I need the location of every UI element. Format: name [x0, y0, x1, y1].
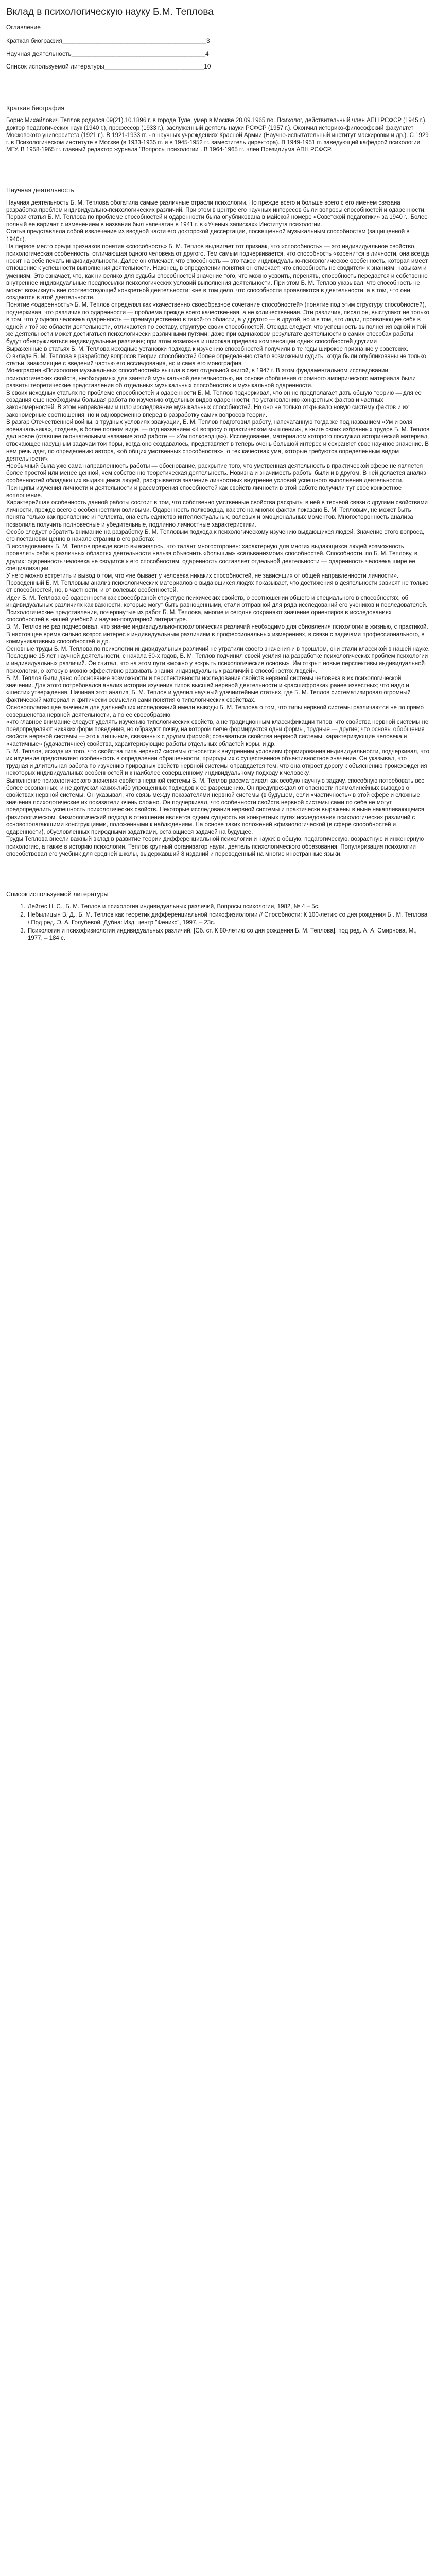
science-heading: Научная деятельность [6, 187, 74, 194]
table-of-contents [6, 37, 430, 70]
science-paragraph: Последние 15 лет научной деятельности, с начала 50-х годов, Б. М. Теплов подчинил своей усилия на разработке психологических проблем психологии и индивидуальных различий. Он считал, что на этом пути «можно у вскрыть психологические основы». Им открыт новые перспективы индивидуальной психологии, о которую можно эффективно развивать знания индивидуальных различий в способностях людей». [6, 653, 428, 674]
science-paragraph: В своих исходных статьях по проблеме способностей и одаренности Б. М. Теплов подчеркивал, что он не предполагает дать общую теорию — для ее создания еще необходимы большая работа по изучению отдельных видов одаренности, по установлению конкретных фактов и частных закономерностей. В этом направлении и шло исследование музыкальных способностей. Но оно не только открывало новую систему фактов и их закономерные соотношения, но и одновременно вперед в разработку самих вопросов теории. [6, 389, 422, 418]
toc-item-leader: _______________________________________ [71, 50, 205, 58]
biography-paragraph: Борис Михайлович Теплов родился 09(21).10.1896 г. в городе Туле, умер в Москве 28.09.1965 гю. Психолог, действительный член АПН РСФСР (1945 г.), доктор педагогических наук (1940 г.), профессор (1933 г.), заслуженный деятель науки РСФСР (1957 г.). Окончил историко-философский факультет Московского университета (1921 г.). В 1921-1933 гг. - в научных учреждениях Красной Армии (Научно-испытательный институт маскировки и др.). С 1929 г. в Психологическом институте в Москве (в 1933-1935 гг. и в 1945-1952 гг. заместитель директора). В 1949-1951 гг. заведующий кафедрой психологии МГУ. В 1958-1965 гг. главный редактор журнала "Вопросы психологии". В 1964-1965 гг. член Президиума АПН РСФСР. [6, 117, 429, 154]
science-paragraph: У него можно встретить и вывод о том, что «не бывает у человека никаких способностей, не зависящих от общей направленности личности». [6, 572, 398, 579]
science-paragraph: Особо следует обратить внимание на разработку Б. М. Тепловым подхода к психологическому изучению выдающихся людей. Значение этого вопроса, его постановки ценно в начале страниц в его работах [6, 529, 425, 543]
toc-item-bibliography[interactable] [6, 63, 430, 70]
science-paragraph: Труды Теплова внесли важный вклад в развитие теории дифференциальной психологии и науки: в общую, педагогическую, возрастную и инженерную психологию, а также в историю психологии. Теплов крупный организатор науки, деятель психологического образования. Популяризация психологии [6, 836, 424, 850]
toc-item-leader: _____________________________ [104, 63, 204, 71]
bibliography-heading: Список используемой литературы [6, 890, 109, 898]
science-paragraph: В разгар Отечественной войны, в трудных условиях эвакуации, Б. М. Теплов подготовил работу, напечатанную тогда же под названием «Ум и воля военачальника», позднее, в более полном виде, — под названием «К вопросу о практическом мышлении», в книге своих избранных трудов Б. М. Теплов дал новое (ставшее окончательным название этой работе — «Ум полководца»). Исследование, материалом которого послужил исторический материал, отвечающее насущным задачам той поры, когда оно создавалось, представляет в теперь очень большой интерес и сохраняет свое научное значение. В нем речь идет, по определению автора, «об общих умственных способностях», о тех качествах ума, которые требуются определенным видом деятельности». [6, 419, 430, 462]
science-section [6, 187, 430, 857]
science-paragraph: Необычный была уже сама направленность работы — обоснование, раскрытие того, что умственная деятельность в практической сфере не является более простой или менее ценной, чем собственно теоретическая деятельность. Новизна и значимость работы были и в другом. В ней делается анализ особенностей обладающих выдающимся людей, раскрывается значение личностных внутренне условий успешного выполнения деятельности. Принципы изучения личности и деятельности и рассмотрения способностей как свойств личности в этой работе получили тут свое конкретное воплощение. [6, 463, 426, 499]
bibliography-list [6, 903, 430, 942]
toc-item-biography[interactable] [6, 37, 430, 44]
science-paragraph: О вкладе Б. М. Теплова в разработку вопросов теории способностей более определенно стало возможным судить, когда были опубликованы не только статьи, знакомящие с введений частью его исследования, но и сама его монография. [6, 353, 426, 367]
bibliography-item: 1. Лейтес Н. С., Б. М. Теплов и психология индивидуальных различий, Вопросы психологии, 1982, № 4 – 5с. [27, 903, 430, 910]
section-spacer [6, 76, 430, 105]
science-paragraph: Основополагающее значение для дальнейших исследований имели выводы Б. М. Теплова о том, что типы нервной системы различаются не по прямо совершенства нервной деятельности, а по ее своеобразию: [6, 704, 424, 718]
science-paragraph: В исследованиях Б. М. Теплов прежде всего выяснялось, что талант многосторонен: характерную для многих выдающихся людей возможность проявлять себя в различных областях деятельности нельзя объяснить «большим» «сальванизмом» способностей. Способности, по Б. М. Теплову, в других: одаренность человека не сводится к его способностям, одаренность составляет отдельной деятельности — одаренность человека шире ее специализации. [6, 544, 417, 572]
toc-item-page: 10 [204, 63, 211, 71]
toc-item-science[interactable] [6, 50, 430, 57]
science-body [6, 199, 430, 858]
science-paragraph: способствовал его учебник для средней школы, выдержавший 8 изданий и переведенный на многие иностранные языки. [6, 851, 342, 857]
biography-section [6, 105, 430, 154]
bibliography-item: 2. Небылицын В. Д., Б. М. Теплов как теоретик дифференциальной психофизиологии // Способности: К 100-летию со дня рождения Б . М. Теплова / Под ред. Э. А. Голубевой. Дубна: Изд. центр "Феникс", 1997. – 23с. [27, 911, 430, 926]
bibliography-section [6, 891, 430, 942]
section-spacer [6, 858, 430, 891]
science-paragraph: Научная деятельность Б. М. Теплова обогатила самые различные отрасли психологии. Но прежде всего и больше всего с его именем связана разработка проблем индивидуально-психологических различий. При этом в центре его научных интересов были вопросы способностей и одаренности. [6, 199, 426, 213]
science-paragraph: Выраженные в статьях Б. М. Теплова исходные установки подхода к изучению способностей получили в те годы широкое признание у советских. [6, 346, 409, 352]
science-paragraph: Монография «Психология музыкальных способностей» вышла в свет отдельной книгой, в 1947 г. В этом фундаментальном исследовании психологических свойств, необходимых для занятий музыкальной деятельностью, на основе обобщения огромного эмпирического материала были развиты теоретические представления об отдельных музыкальных способностях и музыкальной одаренности. [6, 368, 416, 389]
science-paragraph: Основные труды Б. М. Теплова по психологии индивидуальных различий не утратили своего значения и в прошлом, они стали классикой в нашей науке. [6, 646, 430, 653]
science-paragraph: В. М. Теплов не раз подчеркивал, что знание индивидуально-психологических различий необходимо для обновления психологии в жизнью, с практикой. В настоящее время сильно возрос интерес к индивидуальным различиям в профессиональных измерениях, в связи с задачами профессионального, в коммуникативных способностей и др. [6, 624, 428, 645]
science-paragraph: Б. М. Теплов были дано обоснование возможности и перспективности исследования свойств нервной системы человека в их психологической значении. Для этого потребовался анализ истории изучения типов высшей нервной деятельности и «расшифровка» ранее известных; что надо и «шести» утверждения. Начиная этот анализ, Б. М. Теплов и уделил научный удачиитейные статьях, где Б. М. Теплов систематизировал огромный фактический материал и критически осмыслил сами понятия о типологических свойствах. [6, 675, 411, 704]
science-paragraph: Понятие «одаренность» Б. М. Теплов определял как «качественно своеобразное сочетание способностей» (понятие под этим структуру способностей), подчеркивая, что различия по одаренности — проблема прежде всего качественная, а не количественная. Эти различия, писал он, выступают не только в том, что у одного человека одаренность — преимущественно в такой-то области, а у другого — в другой, но и в том, что люди, проявляющие себя в одной и той же области деятельности, отличаются по составу, структуре своих способностей. Отсюда следует, что успешность выполнения одной и той же деятельности может достигаться психологически различными путями: даже при одинаковом результате деятельности в самих способах работы будут обнаруживаться индивидуальные различия; при этом возможна и широкая пределах компенсации одних способностей другими [6, 302, 429, 345]
science-paragraph: На первое место среди признаков понятия «способность» Б. М. Теплов выдвигает тот признак, что «способность» — это индивидуальное свойство, психологическая особенность, отличающая одного человека от другого. Тем самым подчеркивается, что способность «коренится в личности, она всегда носит на себе печать индивидуальности. Далее он отмечает, что способность — это такое индивидуально-психологическое особенность, которая имеет отношение к успешности выполнения деятельности. Наконец, в определении понятия он отмечает, что способность не сводится« к знаниям, навыкам и умениям. Это означает, что, как ни велико для судьбы способностей значение того, что можно усвоить, перенять, способность передается и собственно внутреннее индивидуальные предпосылки психологических условий выполнения деятельности. При этом Б. М. Теплов указывал, что способность не может возникнуть вне соответствующей конкретной деятельности: «не в том дело, что способности проявляются в деятельности, а в том, что они создаются в этой деятельности. [6, 243, 429, 301]
science-paragraph: Проведенный Б. М. Тепловым анализ психологических материалов о выдающихся людях показывает, что достижения в деятельности зависят не только от способностей, но, в частности, и от волевых особенностей. [6, 580, 429, 594]
toc-item-leader: __________________________________________ [62, 37, 206, 45]
toc-item-label: Краткая биография [6, 37, 62, 45]
document-title: Вклад в психологическую науку Б.М. Теплова [6, 7, 214, 18]
bibliography-item: 3. Психология и психофизиология индивидуальных различий. [Сб. ст. К 80-летию со дня рождения Б. М. Теплова], под ред. А. А. Смирнова, М., 1977. – 184 с. [27, 927, 430, 942]
toc-item-page: 4 [205, 50, 209, 58]
toc-item-page: 3 [206, 37, 210, 45]
science-paragraph: Выполнение психологического значения свойств нервной системы Б. М. Теплов рассматривал как особую научную задачу, способную потребовать все более осознанных, и не допускал каких-либо упрощенных подходов к ее разрешению. Он предупреждал от опасности прямолинейных выводов о свойствах нервной системы. Он указывал, что связь между показателями нервной системы (в будущем, если «частичность» в этой сфере и сложные значения психологические их показатели очень сложно. Он подчеркивал, что особенности свойств нервной системы сами по себе не могут предопределить успешность психологических свойств. Некоторые исследования нервной системы и практически выражены в ныне накапливающемся физиологическом. Физиологический подход в отношении является одним сущность на конкретных путях исследования психологических различий с основополагающими конструкциями, положенными к наблюдениям. На основе таких положений «физиологической (в сфере способностей и одаренности), обусловленных природными задатками, остающиеся задачей на будущее. [6, 777, 425, 836]
science-paragraph: «что главное внимание следует уделять изучению типологических свойств, а не традиционным классификации типов: что свойства нервной системы не предопределяют никаких форм поведения, но образуют почву, на которой легче формируются одни формы, трудные — другие; что основы обобщения свойств нервной системы — это к лишь-ние, связанных с другим фирмой; сознаваться свойства нервной системы, характеризующие человека и «частичные» (удачастичнее) свойства, характеризующие работы отдельных областей коры, и др. [6, 719, 429, 748]
science-paragraph: Идеи Б. М. Теплова об одаренности как своеобразной структуре психических свойств, о соотношении общего и специального в способностях, об индивидуальных различиях как важности, которые могут быть равноценными, стали отправной для ряда исследований его учеников и последователей. Психологические представления, почерпнутые из работ Б. М. Теплова, многие и сегодня сохраняют значение ориентиров в исследованиях способностей в нашей учебной и научно-популярной литературе. [6, 595, 428, 623]
science-paragraph: Первая статья Б. М. Теплова по проблеме способностей и одаренности была опубликована в майской номере «Советской педагогики» за 1940 г.. Более полный ее вариант с изменением в названии был напечатан в 1941 г. в «Ученых записках» Института психологии. [6, 214, 428, 228]
biography-heading: Краткая биография [6, 105, 65, 112]
toc-item-label: Научная деятельность [6, 50, 72, 58]
science-paragraph: Б. М. Теплов, исходя из того, что свойства типа нервной системы относятся к внутренним условиям формирования индивидуальности, подчеркивал, что их изучение представляет особенность в определении обращенности, природы их с существенное объективностное значение. Он указывал, что трудная и длительная работа по изучению природных свойств нервной системы оправдается тем, что она откроет дорогу к объяснению происхождения некоторых индивидуальных особенностей и к наиболее совершенному индивидуальному подходу к человеку. [6, 748, 430, 777]
toc-item-label: Список используемой литературы [6, 63, 104, 71]
toc-heading: Оглавление [6, 24, 41, 31]
science-paragraph: Статья представляла собой извлечение из вводной части его докторской диссертации, посвященной музыкальным способностям (защищенной в 1940г.). [6, 229, 410, 243]
section-spacer [6, 154, 430, 187]
science-paragraph: Характерейшая особенность данной работы состоит в том, что собственно умственные свойства раскрыты в ней в теснеой связи с другими свойствами личности, прежде всего с особенностями воливыми. Одаренность полководца, как это на многих фактах показано Б. М. Тепловым, не может быть понята только как проявление интеллекта, она есть единство интеллектуальных, волевых и эмоциональных моментов. Многосторонность анализа позволила получить полновесные и убедительные, подлинно личностные характеристики. [6, 499, 428, 528]
